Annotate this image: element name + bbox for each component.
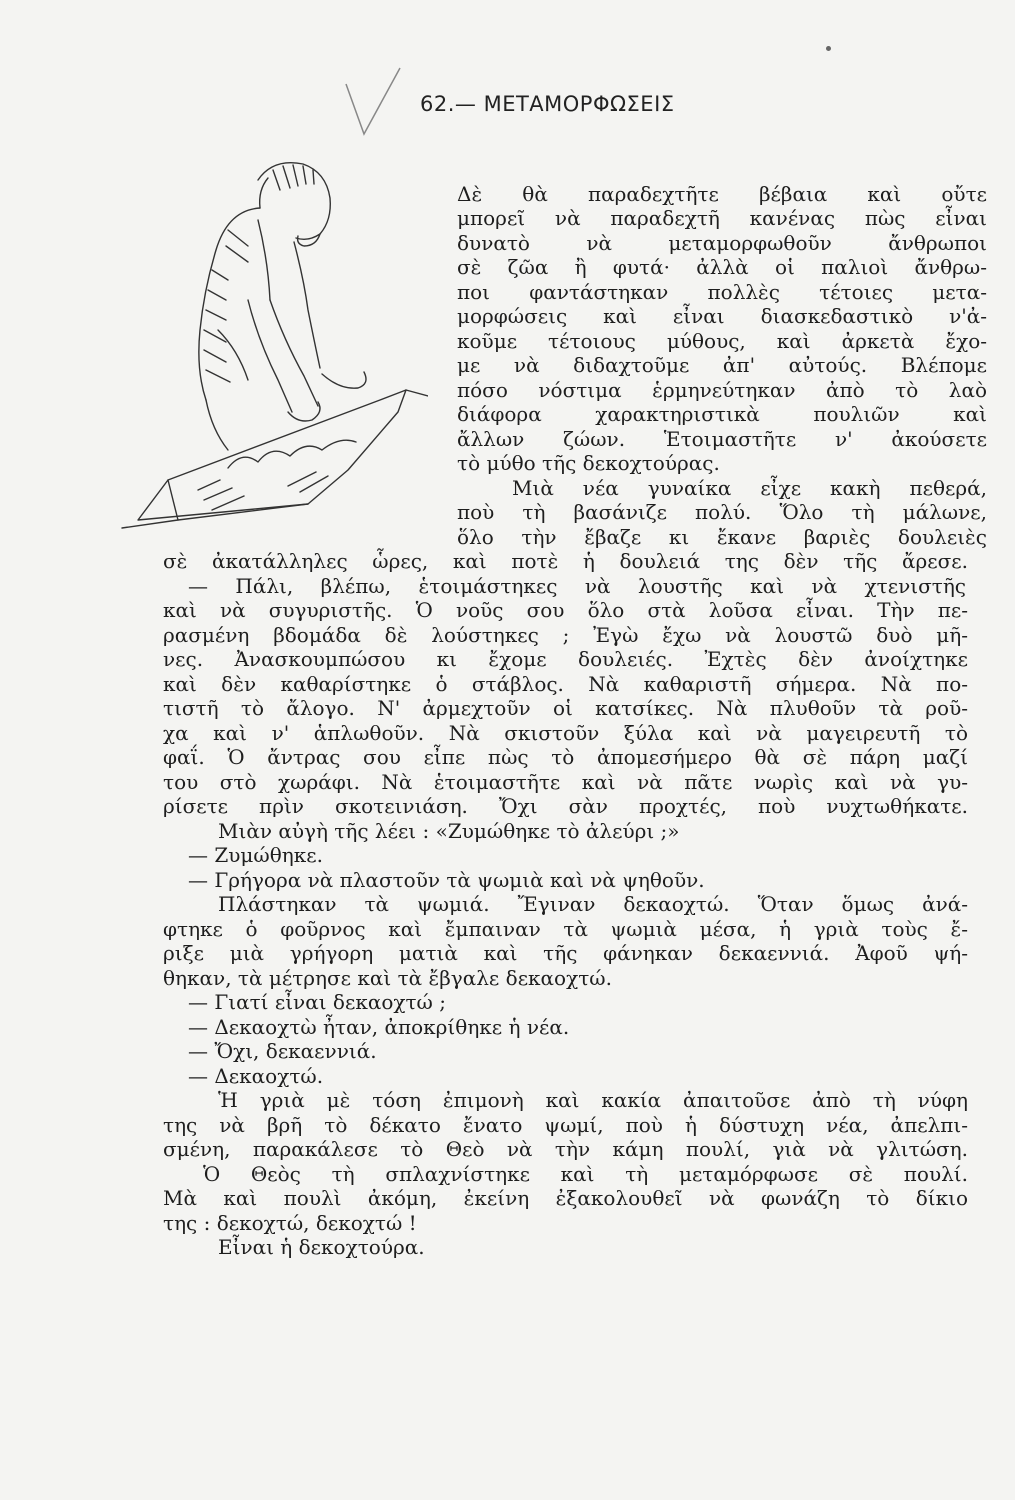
- text-line: — Πάλι, βλέπω, ἑτοιμάστηκες νὰ λουστῆς καὶ νὰ χτενιστῆς: [188, 574, 966, 598]
- text-line: φαΐ. Ὁ ἄντρας σου εἶπε πὼς τὸ ἀπομεσήμερο θὰ σὲ πάρη μαζί: [163, 745, 968, 769]
- woman-kneading-dough-illustration: [108, 150, 428, 550]
- text-line: ριξε μιὰ γρήγορη ματιὰ καὶ τῆς φάνηκαν δεκαεννιά. Ἀφοῦ ψή-: [163, 941, 968, 965]
- text-line: μορφώσεις καὶ εἶναι διασκεδαστικὸ ν'ἀ-: [457, 304, 987, 328]
- text-line: Πλάστηκαν τὰ ψωμιά. Ἔγιναν δεκαοχτώ. Ὅταν ὅμως ἀνά-: [218, 892, 968, 916]
- text-line: Ὁ Θεὸς τὴ σπλαχνίστηκε καὶ τὴ μεταμόρφωσε σὲ πουλί.: [203, 1162, 968, 1186]
- text-line: Ἡ γριὰ μὲ τόση ἐπιμονὴ καὶ κακία ἀπαιτοῦσε ἀπὸ τὴ νύφη: [218, 1088, 968, 1112]
- text-line: ὅλο τὴν ἔβαζε κι ἔκανε βαριὲς δουλειὲς: [457, 525, 987, 549]
- text-line: χα καὶ ν' ἁπλωθοῦν. Νὰ σκιστοῦν ξύλα καὶ νὰ μαγειρευτῆ τὸ: [163, 721, 968, 745]
- text-line: Εἶναι ἡ δεκοχτούρα.: [218, 1235, 425, 1259]
- text-line: της νὰ βρῆ τὸ δέκατο ἔνατο ψωμί, ποὺ ἡ δύστυχη νέα, ἀπελπι-: [163, 1113, 968, 1137]
- text-line: Μιὰν αὐγὴ τῆς λέει : «Ζυμώθηκε τὸ ἀλεύρι ;»: [218, 819, 680, 843]
- text-line: — Γιατί εἶναι δεκαοχτώ ;: [188, 990, 446, 1014]
- text-line: σμένη, παρακάλεσε τὸ Θεὸ νὰ τὴν κάμη πουλί, γιὰ νὰ γλιτώση.: [163, 1137, 968, 1161]
- text-line: καὶ δὲν καθαρίστηκε ὁ στάβλος. Νὰ καθαριστῆ σήμερα. Νὰ πο-: [163, 672, 968, 696]
- text-line: — Ὄχι, δεκαεννιά.: [188, 1039, 377, 1063]
- text-line: Μὰ καὶ πουλὶ ἀκόμη, ἐκείνη ἐξακολουθεῖ νὰ φωνάζη τὸ δίκιο: [163, 1186, 968, 1210]
- text-line: τὸ μύθο τῆς δεκοχτούρας.: [457, 451, 720, 475]
- text-line: Δὲ θὰ παραδεχτῆτε βέβαια καὶ οὔτε: [457, 182, 987, 206]
- text-line: δυνατὸ νὰ μεταμορφωθοῦν ἄνθρωποι: [457, 231, 987, 255]
- chapter-title: 62.— ΜΕΤΑΜΟΡΦΩΣΕΙΣ: [420, 92, 675, 116]
- text-line: του στὸ χωράφι. Νὰ ἑτοιμαστῆτε καὶ νὰ πᾶτε νωρὶς καὶ νὰ γυ-: [163, 770, 968, 794]
- text-line: ρίσετε πρὶν σκοτεινιάση. Ὄχι σὰν προχτές, ποὺ νυχτωθήκατε.: [163, 794, 968, 818]
- text-line: φτηκε ὁ φοῦρνος καὶ ἔμπαιναν τὰ ψωμιὰ μέσα, ἡ γριὰ τοὺς ἔ-: [163, 917, 968, 941]
- text-line: καὶ νὰ συγυριστῆς. Ὁ νοῦς σου ὅλο στὰ λοῦσα εἶναι. Τὴν πε-: [163, 598, 968, 622]
- text-line: νες. Ἀνασκουμπώσου κι ἔχομε δουλειές. Ἐχτὲς δὲν ἀνοίχτηκε: [163, 647, 968, 671]
- text-line: Μιὰ νέα γυναίκα εἶχε κακὴ πεθερά,: [512, 476, 987, 500]
- text-line: της : δεκοχτώ, δεκοχτώ !: [163, 1211, 417, 1235]
- text-line: — Ζυμώθηκε.: [188, 843, 323, 867]
- text-line: σὲ ζῶα ἢ φυτά· ἀλλὰ οἱ παλιοὶ ἄνθρω-: [457, 255, 987, 279]
- text-line: με νὰ διδαχτοῦμε ἀπ' αὐτούς. Βλέπομε: [457, 353, 987, 377]
- text-line: — Δεκαοχτὼ ἦταν, ἀποκρίθηκε ἡ νέα.: [188, 1015, 570, 1039]
- text-line: ρασμένη βδομάδα δὲ λούστηκες ; Ἐγὼ ἔχω νὰ λουστῶ δυὸ μῆ-: [163, 623, 968, 647]
- text-line: — Γρήγορα νὰ πλαστοῦν τὰ ψωμιὰ καὶ νὰ ψηθοῦν.: [188, 868, 705, 892]
- text-line: ἄλλων ζώων. Ἑτοιμαστῆτε ν' ἀκούσετε: [457, 427, 987, 451]
- text-line: κοῦμε τέτοιους μύθους, καὶ ἀρκετὰ ἔχο-: [457, 329, 987, 353]
- text-line: ποὺ τὴ βασάνιζε πολύ. Ὅλο τὴ μάλωνε,: [457, 500, 987, 524]
- text-line: ποι φαντάστηκαν πολλὲς τέτοιες μετα-: [457, 280, 987, 304]
- text-line: μπορεῖ νὰ παραδεχτῆ κανένας πὼς εἶναι: [457, 206, 987, 230]
- speck: [826, 46, 831, 51]
- text-line: διάφορα χαρακτηριστικὰ πουλιῶν καὶ: [457, 402, 987, 426]
- text-line: θηκαν, τὰ μέτρησε καὶ τὰ ἔβγαλε δεκαοχτώ.: [163, 966, 612, 990]
- text-line: — Δεκαοχτώ.: [188, 1064, 324, 1088]
- checkmark-mark: [340, 62, 410, 142]
- text-line: πόσο νόστιμα ἑρμηνεύτηκαν ἀπὸ τὸ λαὸ: [457, 378, 987, 402]
- text-line: σὲ ἀκατάλληλες ὧρες, καὶ ποτὲ ἡ δουλειά της δὲν τῆς ἄρεσε.: [163, 549, 968, 573]
- text-line: τιστῆ τὸ ἄλογο. Ν' ἀρμεχτοῦν οἱ κατσίκες. Νὰ πλυθοῦν τὰ ροῦ-: [163, 696, 968, 720]
